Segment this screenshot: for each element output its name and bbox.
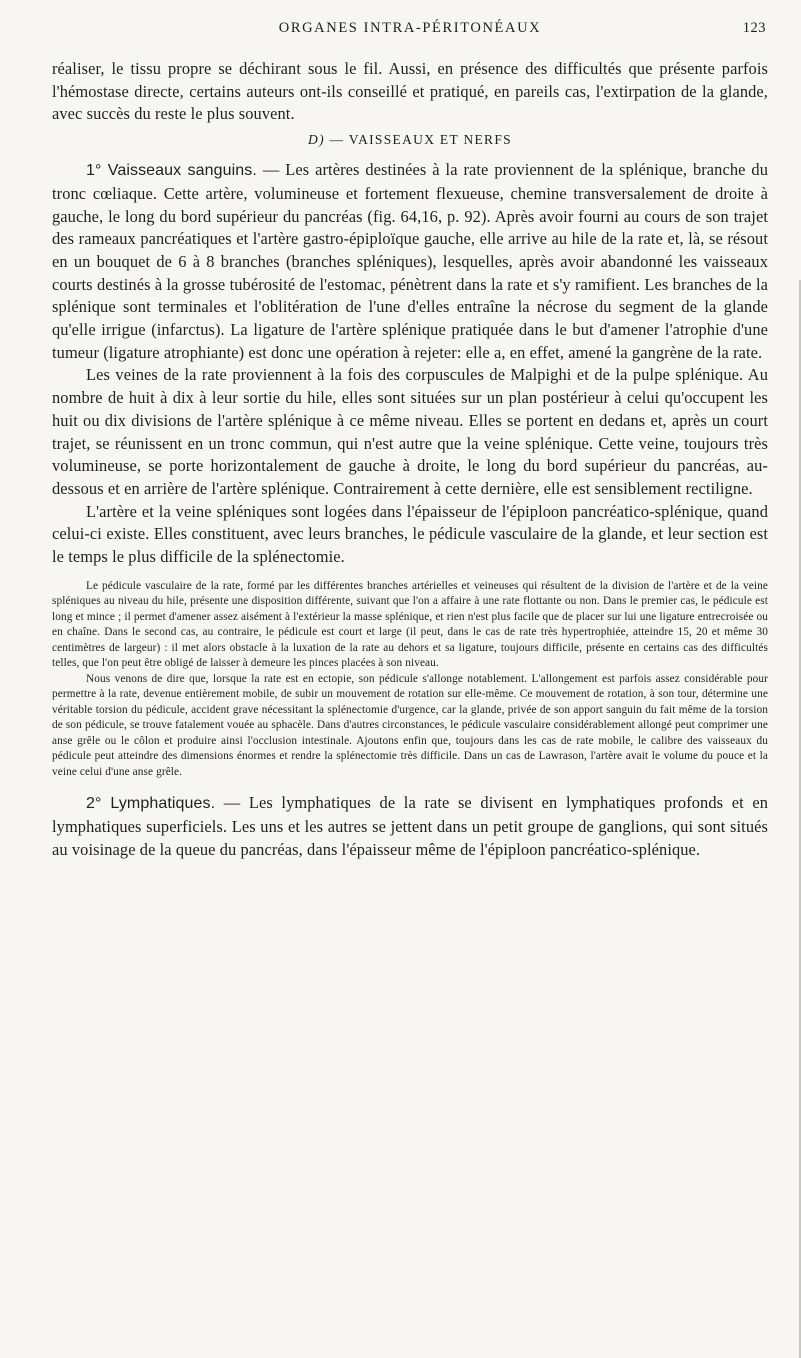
running-title: ORGANES INTRA-PÉRITONÉAUX (278, 20, 542, 36)
note-pedicle: Le pédicule vasculaire de la rate, formé par les différentes branches artérielles et veineuses qui résultent de la division de l'artère et de la veine spléniques au niveau du hile, présente une disposition différente, suivant que l'on a affaire à une rate flottante ou non. Dans le premier cas, le pédicule est long et mince ; il permet d'amener assez aisément à l'extérieur la masse splénique, et rien n'est plus facile que de placer sur lui une ligature entrecroisée ou en chaîne. Dans le second cas, au contraire, le pédicule est court et large (il peut, dans le cas de rate très hypertrophiée, atteindre 15, 20 et même 30 centimètres de largeur) : il met alors obstacle à la luxation de la rate au dehors et sa ligature, toujours difficile, présente en certains cas des difficultés telles, que l'on peut être obligé de laisser à demeure les pinces placées à son niveau. (52, 579, 768, 670)
opening-paragraph: réaliser, le tissu propre se déchirant sous le fil. Aussi, en présence des difficultés que présente parfois l'hémostase directe, certains auteurs ont-ils conseillé et pratiqué, en pareils cas, l'extirpation de la glande, avec succès du reste le plus souvent. (52, 59, 768, 124)
section-dash: — (324, 132, 349, 148)
running-head (52, 20, 768, 40)
note-ectopia: Nous venons de dire que, lorsque la rate est en ectopie, son pédicule s'allonge notablement. L'allongement est parfois assez considérable pour permettre à la rate, devenue entièrement mobile, de subir un mouvement de rotation sur elle-même. Ce mouvement de rotation, à son tour, détermine une véritable torsion du pédicule, accident grave nécessitant la splénectomie d'urgence, car la glande, privée de son apport sanguin du fait même de la torsion de son pédicule, se trouve fatalement vouée au sphacèle. Dans d'autres circonstances, le pédicule vasculaire considérablement allongé peut comprimer une anse grêle ou le côlon et produire ainsi l'occlusion intestinale. Ajoutons enfin que, toujours dans les cas de rate mobile, le calibre des vaisseaux du pédicule peut atteindre des dimensions énormes et rendre la splénectomie très difficile. Dans un cas de Lawrason, l'artère avait le volume du pouce et la veine celui d'une anse grêle. (52, 672, 768, 778)
blood-vessels-subtitle: 1° Vaisseaux sanguins. (86, 162, 257, 180)
pedicle-paragraph: L'artère et la veine spléniques sont logées dans l'épaisseur de l'épiploon pancréatico-splénique, quand celui-ci existe. Elles constituent, avec leurs branches, le pédicule vasculaire de la glande, et leur section est le temps le plus difficile de la splénectomie. (52, 501, 768, 567)
section-heading (52, 129, 768, 151)
section-title: VAISSEAUX ET NERFS (348, 132, 512, 148)
blood-vessels-text: — Les artères destinées à la rate proviennent de la splénique, branche du tronc cœliaque. Cette artère, volumineuse et fortement flexueuse, chemine transversalement de droite à gauche, le long du bord supérieur du pancréas (fig. 64,16, p. 92). Après avoir fourni au cours de son trajet des rameaux pancréatiques et l'artère gastro-épiploïque gauche, elle arrive au hile de la rate et, là, se résout en un bouquet de 6 à 8 branches (branches spléniques), lesquelles, après avoir abandonné les vaisseaux courts destinés à la grosse tubérosité de l'estomac, pénètrent dans la rate et s'y ramifient. Les branches de la splénique sont terminales et l'oblitération de l'une d'elles entraîne la nécrose du segment de la glande qu'elle irrigue (infarctus). La ligature de l'artère splénique pratiquée dans le but d'amener l'atrophie d'une tumeur (ligature atrophiante) est donc une opération à rejeter: elle a, en effet, amené la gangrène de la rate. (52, 160, 769, 362)
section-letter: D) (308, 132, 325, 148)
veins-paragraph: Les veines de la rate proviennent à la fois des corpuscules de Malpighi et de la pulpe splénique. Au nombre de huit à dix à leur sortie du hile, elles sont situées sur un plan postérieur à celui qu'occupent les huit ou dix divisions de l'artère splénique à ce même niveau. Elles se portent en dedans et, après un court trajet, se réunissent en un tronc commun, qui n'est autre que la veine splénique. Cette veine, toujours très volumineuse, se porte horizontalement de gauche à droite, le long du bord supérieur du pancréas, au-dessous et en arrière de l'artère splénique. Contrairement à cette dernière, elle est sensiblement rectiligne. (52, 365, 768, 498)
page-body (52, 58, 768, 861)
blood-vessels-paragraph (52, 159, 768, 364)
lymphatics-paragraph (52, 792, 768, 861)
lymphatics-text: — Les lymphatiques de la rate se divisent en lymphatiques profonds et en lymphatiques superficiels. Les uns et les autres se jettent dans un petit groupe de ganglions, qui sont situés au voisinage de la queue du pancréas, dans l'épaisseur même de l'épiploon pancréatico-splénique. (52, 793, 768, 859)
lymphatics-subtitle: 2° Lymphatiques. (86, 795, 216, 813)
page-number: 123 (742, 20, 766, 36)
